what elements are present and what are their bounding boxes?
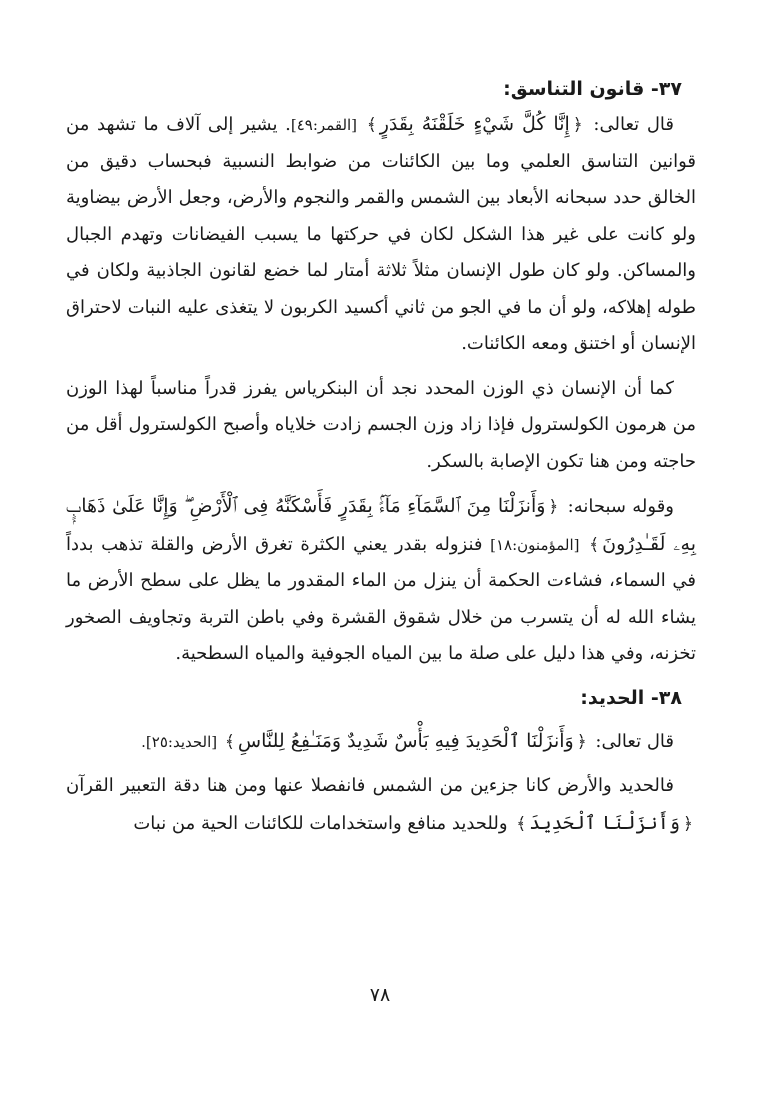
quran-open-bracket: ﴿ [572, 115, 583, 135]
paragraph-body: فالحديد والأرض كانا جزءين من الشمس فانفصلا عنها ومن هنا دقة التعبير القرآن [66, 775, 674, 796]
quran-open-bracket: ﴿ [548, 497, 559, 517]
quran-close-bracket: ﴾ [366, 115, 377, 135]
quran-verse: وَأَنزَلْنَا ٱلْحَدِيدَ [529, 811, 681, 834]
paragraph-water-verse [66, 488, 696, 673]
quran-close-bracket: ﴾ [224, 731, 235, 752]
paragraph-intro: قال تعالى: [589, 730, 674, 752]
paragraph-iron-verse [66, 723, 696, 761]
verse-reference: [الحديد:٢٥]. [141, 732, 222, 751]
page-number: ٧٨ [369, 984, 391, 1006]
verse-reference: [المؤمنون:١٨] [490, 535, 587, 554]
quran-close-bracket: ﴾ [516, 813, 527, 834]
quran-close-bracket: ﴾ [589, 534, 600, 555]
quran-open-bracket: ﴿ [683, 813, 693, 834]
paragraph-body: . يشير إلى آلاف ما تشهد من قوانين التناسق العلمي وما بين الكائنات من ضوابط النسبية فبحساب دقيق من الخالق حدد سبحانه الأبعاد بين الشمس والقمر والنجوم والأرض، وجعل الأرض بيضاوية ولو كانت على غير هذا الشكل لكان في حركتها ما يسبب الفيضانات وتهدم الجبال والمساكن. ولو كان طول الإنسان مثلاً ثلاثة أمتار لما خضع لقانون الجاذبية ولكان في طوله إهلاكه، ولو أن ما في الجو من ثاني أكسيد الكربون لا يتغذى عليه النبات لاحتراق الإنسان أو اختنق ومعه الكائنات. [66, 114, 696, 354]
quran-verse: وَأَنزَلْنَا ٱلْحَدِيدَ فِيهِ بَأْسٌ شَدِيدٌ وَمَنَـٰفِعُ لِلنَّاسِ [237, 729, 574, 752]
verse-reference: [القمر:٤٩] [290, 116, 364, 134]
paragraph-intro: وقوله سبحانه: [561, 496, 674, 517]
section-heading-iron: ٣٨- الحديد: [580, 686, 682, 709]
paragraph-pancreas: كما أن الإنسان ذي الوزن المحدد نجد أن البنكرياس يفرز قدراً مناسباً لهذا الوزن من هرمون الكولسترول فإذا زاد وزن الجسم زادت خلاياه وأصبح الكولسترول أقل من حاجته ومن هنا تكون الإصابة بالسكر. [66, 377, 696, 472]
paragraph-iron-explanation [66, 768, 696, 842]
paragraph-harmony-verse [66, 106, 696, 363]
paragraph-intro: قال تعالى: [585, 114, 674, 135]
quran-verse: وَأَنزَلْنَا مِنَ ٱلسَّمَآءِ مَآءًۢ بِقَدَرٍ فَأَسْكَنَّهُ فِى ٱلْأَرْضِ ۖ وَإِنَّا عَلَىٰ ذَهَابٍۭ بِهِۦ لَقَـٰدِرُونَ [66, 495, 696, 555]
section-heading-harmony: ٣٧- قانون التناسق: [503, 78, 682, 100]
paragraph-body: وللحديد منافع واستخدامات للكائنات الحية من نبات [133, 812, 514, 834]
paragraph-body: فنزوله بقدر يعني الكثرة تغرق الأرض والقلة تذهب بدداً في السماء، فشاءت الحكمة أن ينزل من الماء المقدور ما يظل على سطح الأرض ما يشاء الله له أن يتسرب من خلال شقوق القشرة وفي باطن التربة وتجاويف الصخور تخزنه، وفي هذا دليل على صلة ما بين المياه الجوفية والمياه السطحية. [66, 533, 696, 664]
quran-verse: إِنَّا كُلَّ شَيْءٍ خَلَقْنَهُ بِقَدَرٍ [379, 113, 570, 135]
quran-open-bracket: ﴿ [576, 731, 587, 752]
